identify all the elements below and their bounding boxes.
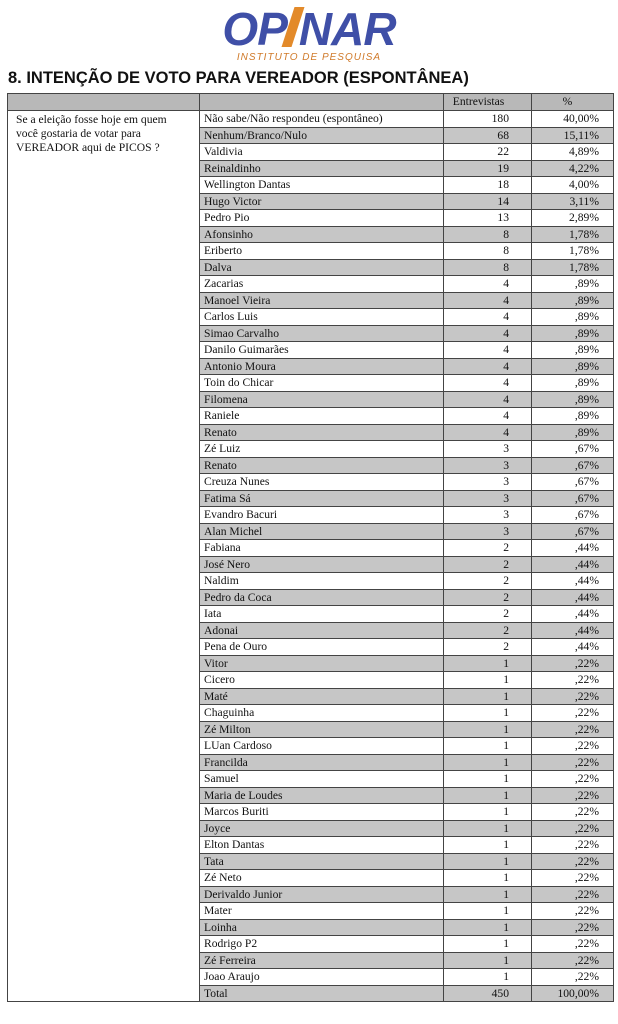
row-percent-cell: ,22%: [532, 969, 614, 986]
row-name-cell: Creuza Nunes: [200, 474, 444, 491]
row-name-cell: Pedro da Coca: [200, 589, 444, 606]
row-name-cell: Renato: [200, 457, 444, 474]
row-percent-cell: ,22%: [532, 672, 614, 689]
row-count-cell: 1: [444, 936, 532, 953]
row-percent-cell: ,44%: [532, 622, 614, 639]
row-percent-cell: ,22%: [532, 787, 614, 804]
row-name-cell: Manoel Vieira: [200, 292, 444, 309]
row-name-cell: Zé Neto: [200, 870, 444, 887]
row-percent-cell: 2,89%: [532, 210, 614, 227]
row-count-cell: 450: [444, 985, 532, 1002]
row-name-cell: Iata: [200, 606, 444, 623]
row-percent-cell: ,22%: [532, 771, 614, 788]
row-count-cell: 1: [444, 771, 532, 788]
row-count-cell: 1: [444, 705, 532, 722]
row-count-cell: 1: [444, 787, 532, 804]
row-name-cell: Maté: [200, 688, 444, 705]
row-percent-cell: ,67%: [532, 507, 614, 524]
logo-text-pre: OP: [222, 3, 287, 55]
row-percent-cell: ,44%: [532, 606, 614, 623]
row-count-cell: 8: [444, 226, 532, 243]
row-percent-cell: ,89%: [532, 424, 614, 441]
vote-intention-table: [7, 93, 614, 1002]
row-name-cell: Wellington Dantas: [200, 177, 444, 194]
row-name-cell: Chaguinha: [200, 705, 444, 722]
logo-subtitle: INSTITUTO DE PESQUISA: [236, 52, 382, 63]
row-count-cell: 4: [444, 375, 532, 392]
row-percent-cell: ,22%: [532, 853, 614, 870]
row-percent-cell: ,89%: [532, 408, 614, 425]
row-percent-cell: 4,00%: [532, 177, 614, 194]
row-count-cell: 1: [444, 853, 532, 870]
row-name-cell: Tata: [200, 853, 444, 870]
row-name-cell: Marcos Buriti: [200, 804, 444, 821]
row-name-cell: Loinha: [200, 919, 444, 936]
row-name-cell: Maria de Loudes: [200, 787, 444, 804]
row-name-cell: Alan Michel: [200, 523, 444, 540]
row-count-cell: 1: [444, 952, 532, 969]
row-percent-cell: ,22%: [532, 903, 614, 920]
row-count-cell: 18: [444, 177, 532, 194]
row-count-cell: 3: [444, 457, 532, 474]
row-count-cell: 2: [444, 589, 532, 606]
row-percent-cell: ,22%: [532, 688, 614, 705]
row-count-cell: 1: [444, 721, 532, 738]
row-percent-cell: ,22%: [532, 738, 614, 755]
row-name-cell: Derivaldo Junior: [200, 886, 444, 903]
row-name-cell: Cicero: [200, 672, 444, 689]
row-percent-cell: 1,78%: [532, 259, 614, 276]
table-header-row: [8, 94, 614, 111]
row-count-cell: 3: [444, 441, 532, 458]
row-name-cell: Vitor: [200, 655, 444, 672]
row-name-cell: Mater: [200, 903, 444, 920]
row-name-cell: Valdivia: [200, 144, 444, 161]
row-percent-cell: 15,11%: [532, 127, 614, 144]
row-count-cell: 22: [444, 144, 532, 161]
row-count-cell: 1: [444, 886, 532, 903]
row-count-cell: 4: [444, 276, 532, 293]
row-percent-cell: ,67%: [532, 457, 614, 474]
row-name-cell: Zé Milton: [200, 721, 444, 738]
row-name-cell: Dalva: [200, 259, 444, 276]
row-percent-cell: ,89%: [532, 309, 614, 326]
row-percent-cell: 1,78%: [532, 226, 614, 243]
row-percent-cell: ,44%: [532, 589, 614, 606]
row-count-cell: 1: [444, 903, 532, 920]
row-count-cell: 2: [444, 540, 532, 557]
logo-wordmark: [222, 3, 396, 55]
row-name-cell: Toin do Chicar: [200, 375, 444, 392]
row-count-cell: 2: [444, 573, 532, 590]
row-percent-cell: ,22%: [532, 952, 614, 969]
row-percent-cell: ,67%: [532, 474, 614, 491]
row-name-cell: Renato: [200, 424, 444, 441]
row-name-cell: Rodrigo P2: [200, 936, 444, 953]
row-count-cell: 4: [444, 358, 532, 375]
row-count-cell: 4: [444, 292, 532, 309]
row-percent-cell: ,22%: [532, 754, 614, 771]
row-percent-cell: ,67%: [532, 441, 614, 458]
row-percent-cell: ,22%: [532, 820, 614, 837]
row-count-cell: 4: [444, 424, 532, 441]
row-count-cell: 3: [444, 474, 532, 491]
row-count-cell: 1: [444, 870, 532, 887]
row-count-cell: 180: [444, 111, 532, 128]
row-percent-cell: ,22%: [532, 936, 614, 953]
row-count-cell: 2: [444, 606, 532, 623]
row-count-cell: 1: [444, 969, 532, 986]
row-name-cell: Joao Araujo: [200, 969, 444, 986]
row-percent-cell: 4,89%: [532, 144, 614, 161]
row-percent-cell: ,89%: [532, 276, 614, 293]
row-name-cell: Pena de Ouro: [200, 639, 444, 656]
row-name-cell: Nenhum/Branco/Nulo: [200, 127, 444, 144]
row-name-cell: Zacarias: [200, 276, 444, 293]
row-name-cell: Samuel: [200, 771, 444, 788]
row-count-cell: 2: [444, 556, 532, 573]
row-name-cell: Raniele: [200, 408, 444, 425]
header-cell-entrevistas: Entrevistas: [444, 94, 532, 111]
row-count-cell: 1: [444, 738, 532, 755]
row-percent-cell: ,22%: [532, 804, 614, 821]
row-percent-cell: ,44%: [532, 540, 614, 557]
row-name-cell: Adonai: [200, 622, 444, 639]
row-count-cell: 4: [444, 391, 532, 408]
opinar-logo: [0, 3, 618, 66]
row-name-cell: Não sabe/Não respondeu (espontâneo): [200, 111, 444, 128]
row-percent-cell: ,89%: [532, 358, 614, 375]
row-percent-cell: ,22%: [532, 870, 614, 887]
row-count-cell: 3: [444, 490, 532, 507]
row-count-cell: 8: [444, 243, 532, 260]
table-body: [8, 94, 614, 1002]
row-count-cell: 19: [444, 160, 532, 177]
row-percent-cell: 1,78%: [532, 243, 614, 260]
row-name-cell: Pedro Pio: [200, 210, 444, 227]
row-name-cell: Elton Dantas: [200, 837, 444, 854]
row-percent-cell: ,22%: [532, 886, 614, 903]
row-count-cell: 4: [444, 325, 532, 342]
row-percent-cell: ,22%: [532, 919, 614, 936]
row-count-cell: 14: [444, 193, 532, 210]
header-cell-empty-1: [8, 94, 200, 111]
row-percent-cell: 3,11%: [532, 193, 614, 210]
row-count-cell: 1: [444, 672, 532, 689]
row-name-cell: José Nero: [200, 556, 444, 573]
row-name-cell: LUan Cardoso: [200, 738, 444, 755]
row-count-cell: 1: [444, 837, 532, 854]
row-name-cell: Fatima Sá: [200, 490, 444, 507]
row-count-cell: 2: [444, 639, 532, 656]
row-name-cell: Filomena: [200, 391, 444, 408]
row-name-cell: Naldim: [200, 573, 444, 590]
header-cell-percent: %: [532, 94, 614, 111]
row-percent-cell: ,22%: [532, 837, 614, 854]
row-count-cell: 4: [444, 309, 532, 326]
row-name-cell: Reinaldinho: [200, 160, 444, 177]
row-count-cell: 1: [444, 688, 532, 705]
row-name-cell: Joyce: [200, 820, 444, 837]
row-count-cell: 3: [444, 523, 532, 540]
row-name-cell: Carlos Luis: [200, 309, 444, 326]
row-count-cell: 1: [444, 804, 532, 821]
header-cell-empty-2: [200, 94, 444, 111]
row-percent-cell: 4,22%: [532, 160, 614, 177]
row-percent-cell: ,89%: [532, 375, 614, 392]
row-name-cell: Francilda: [200, 754, 444, 771]
row-percent-cell: ,22%: [532, 705, 614, 722]
row-percent-cell: ,89%: [532, 342, 614, 359]
row-count-cell: 1: [444, 820, 532, 837]
row-name-cell: Simao Carvalho: [200, 325, 444, 342]
row-name-cell: Afonsinho: [200, 226, 444, 243]
row-percent-cell: ,89%: [532, 325, 614, 342]
row-name-cell: Zé Ferreira: [200, 952, 444, 969]
row-count-cell: 4: [444, 342, 532, 359]
row-percent-cell: ,44%: [532, 639, 614, 656]
row-percent-cell: 100,00%: [532, 985, 614, 1002]
section-title: 8. INTENÇÃO DE VOTO PARA VEREADOR (ESPONTÂNEA): [8, 69, 469, 87]
row-percent-cell: ,22%: [532, 721, 614, 738]
row-name-cell: Danilo Guimarães: [200, 342, 444, 359]
row-name-cell: Zé Luiz: [200, 441, 444, 458]
row-percent-cell: ,67%: [532, 490, 614, 507]
row-name-cell: Eriberto: [200, 243, 444, 260]
row-name-cell: Hugo Victor: [200, 193, 444, 210]
logo-text-post: NAR: [298, 3, 396, 55]
row-count-cell: 68: [444, 127, 532, 144]
row-count-cell: 1: [444, 919, 532, 936]
row-percent-cell: ,44%: [532, 573, 614, 590]
row-name-cell: Evandro Bacuri: [200, 507, 444, 524]
row-percent-cell: ,89%: [532, 391, 614, 408]
row-percent-cell: 40,00%: [532, 111, 614, 128]
row-count-cell: 1: [444, 754, 532, 771]
question-cell: Se a eleição fosse hoje em quem você gostaria de votar para VEREADOR aqui de PICOS ?: [8, 111, 200, 1002]
row-count-cell: 3: [444, 507, 532, 524]
row-percent-cell: ,67%: [532, 523, 614, 540]
row-count-cell: 1: [444, 655, 532, 672]
table-row: [8, 111, 614, 128]
row-count-cell: 4: [444, 408, 532, 425]
row-percent-cell: ,22%: [532, 655, 614, 672]
row-count-cell: 2: [444, 622, 532, 639]
row-percent-cell: ,44%: [532, 556, 614, 573]
row-name-cell: Fabiana: [200, 540, 444, 557]
row-count-cell: 13: [444, 210, 532, 227]
row-count-cell: 8: [444, 259, 532, 276]
row-name-cell: Antonio Moura: [200, 358, 444, 375]
row-percent-cell: ,89%: [532, 292, 614, 309]
row-name-cell: Total: [200, 985, 444, 1002]
